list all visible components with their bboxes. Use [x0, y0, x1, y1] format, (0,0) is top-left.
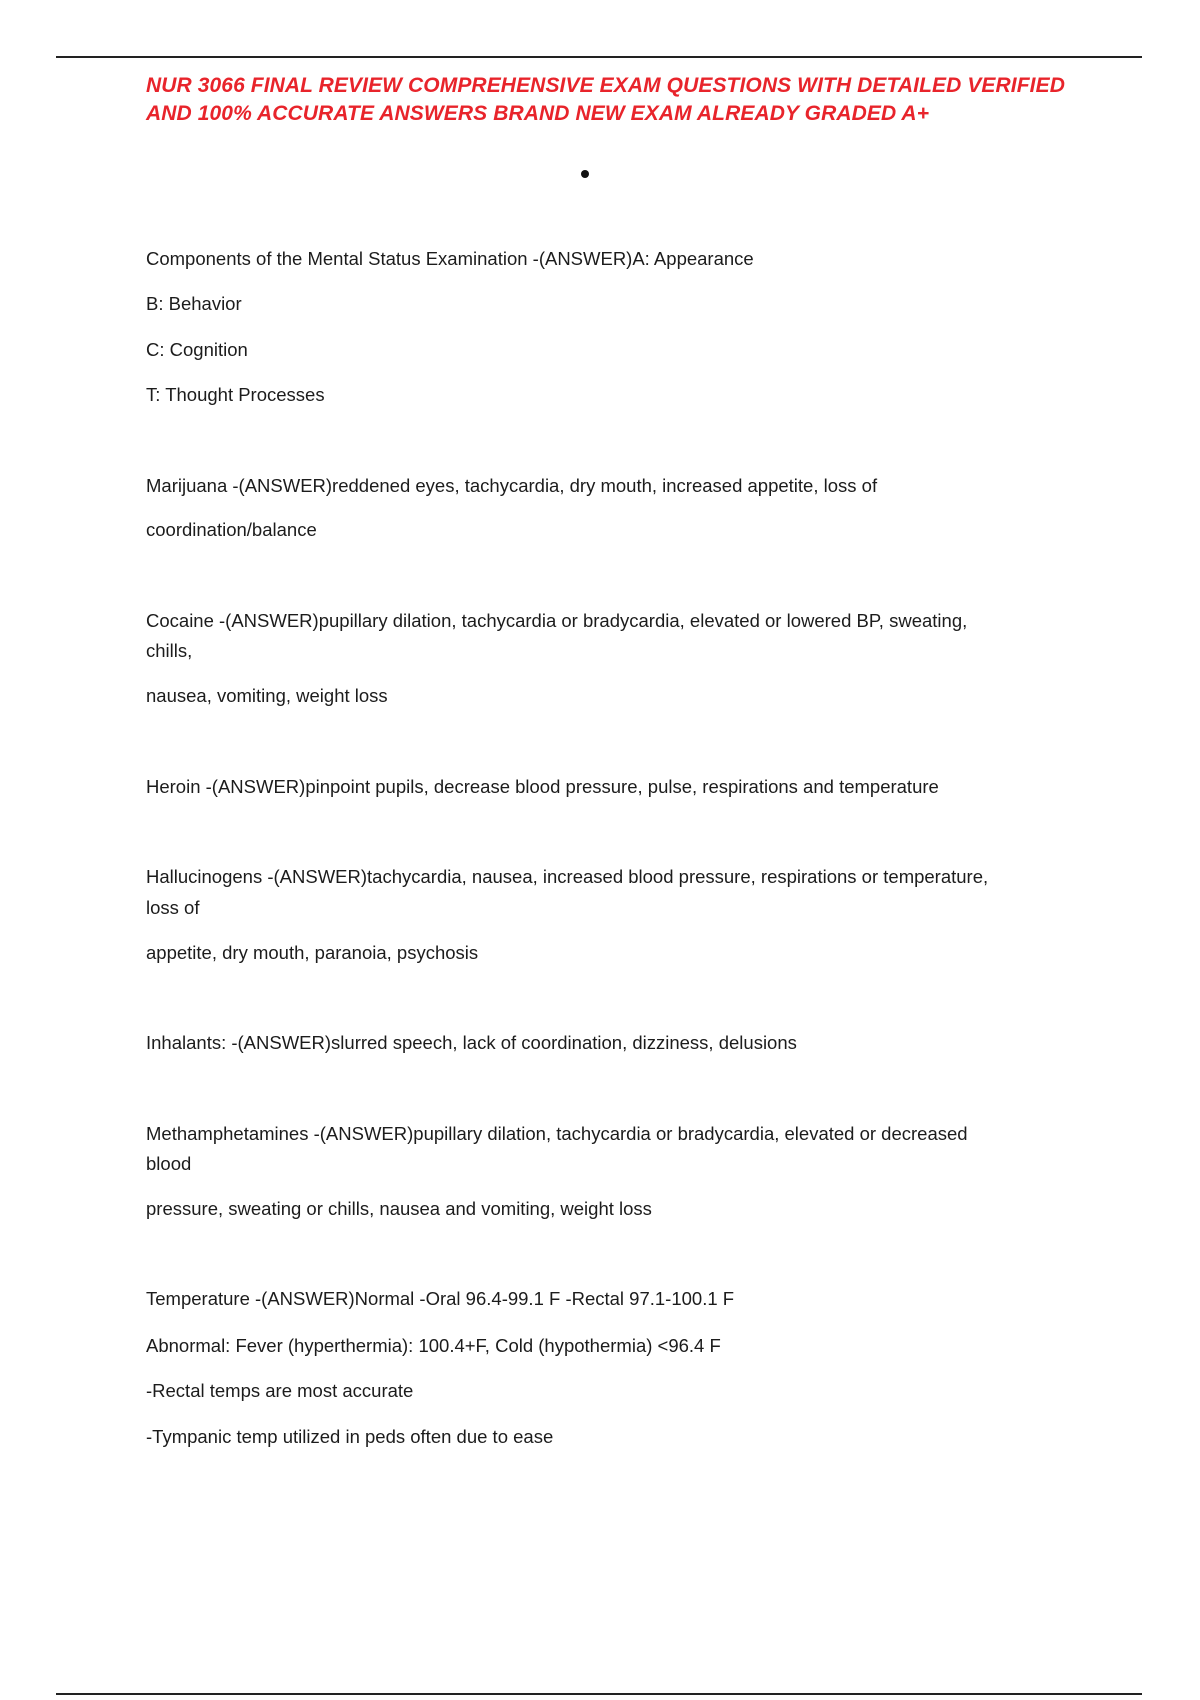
cocaine-line-3: nausea, vomiting, weight loss [146, 685, 388, 706]
inhalants-line: Inhalants: -(ANSWER)slurred speech, lack of coordination, dizziness, delusions [146, 1032, 797, 1053]
marijuana-line-2: coordination/balance [146, 519, 317, 540]
hallucinogens-line-2: loss of [146, 897, 200, 918]
title-line-1: NUR 3066 FINAL REVIEW COMPREHENSIVE EXAM QUESTIONS WITH DETAILED VERIFIED [146, 74, 1065, 97]
meth-line-1: Methamphetamines -(ANSWER)pupillary dilation, tachycardia or bradycardia, elevated or decreased [146, 1123, 968, 1144]
heroin-line: Heroin -(ANSWER)pinpoint pupils, decrease blood pressure, pulse, respirations and temperature [146, 776, 939, 797]
temperature-line-4: -Tympanic temp utilized in peds often due to ease [146, 1426, 554, 1447]
marijuana-line-1: Marijuana -(ANSWER)reddened eyes, tachycardia, dry mouth, increased appetite, loss of [146, 475, 878, 496]
meth-line-3: pressure, sweating or chills, nausea and vomiting, weight loss [146, 1198, 652, 1219]
title-line-2: AND 100% ACCURATE ANSWERS BRAND NEW EXAM ALREADY GRADED A+ [146, 102, 930, 125]
document-title [146, 72, 1086, 128]
mse-line-cognition: C: Cognition [146, 339, 248, 360]
top-rule [56, 56, 1142, 58]
temperature-line-1: Temperature -(ANSWER)Normal -Oral 96.4-99.1 F -Rectal 97.1-100.1 F [146, 1288, 735, 1309]
cocaine-line-2: chills, [146, 640, 193, 661]
cocaine-line-1: Cocaine -(ANSWER)pupillary dilation, tachycardia or bradycardia, elevated or lowered BP, sweating, [146, 610, 968, 631]
hallucinogens-line-1: Hallucinogens -(ANSWER)tachycardia, nausea, increased blood pressure, respirations or temperature, [146, 866, 989, 887]
meth-line-2: blood [146, 1153, 192, 1174]
hallucinogens-line-3: appetite, dry mouth, paranoia, psychosis [146, 942, 479, 963]
bullet-point [581, 170, 589, 178]
temperature-line-2: Abnormal: Fever (hyperthermia): 100.4+F, Cold (hypothermia) <96.4 F [146, 1335, 721, 1356]
mse-question-line: Components of the Mental Status Examination -(ANSWER)A: Appearance [146, 248, 754, 269]
mse-line-behavior: B: Behavior [146, 293, 242, 314]
bottom-rule [56, 1693, 1142, 1695]
mse-line-thought: T: Thought Processes [146, 384, 325, 405]
temperature-line-3: -Rectal temps are most accurate [146, 1380, 414, 1401]
